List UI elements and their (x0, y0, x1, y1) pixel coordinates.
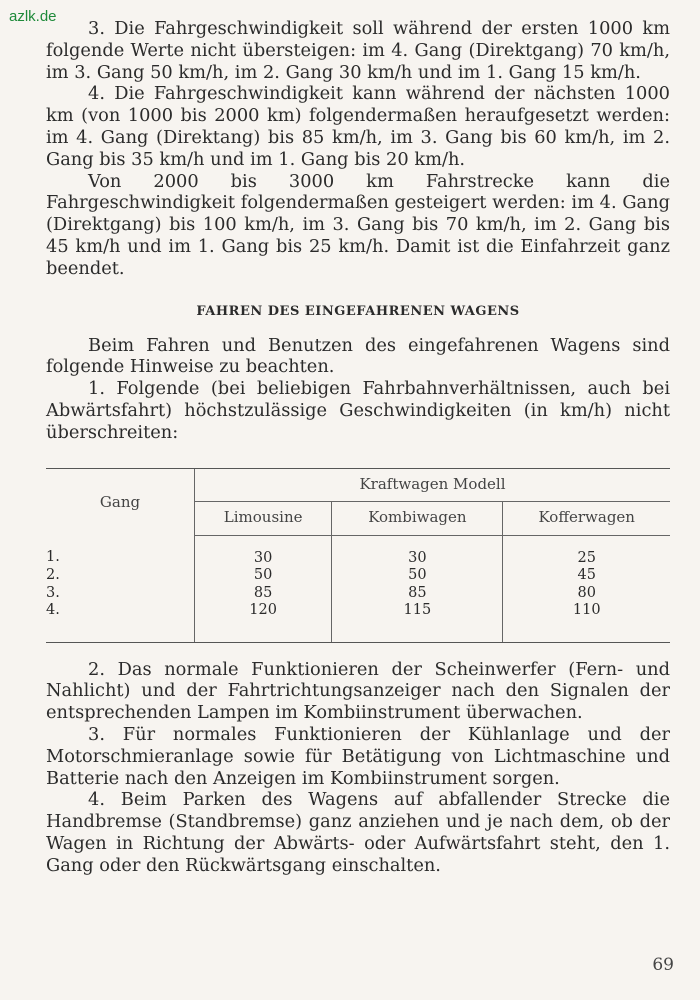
paragraph: Beim Fahren und Benutzen des eingefahrenen Wagens sind folgende Hinweise zu beachten. (46, 334, 670, 378)
document-page (46, 18, 670, 877)
paragraph: 2. Das normale Funktionieren der Scheinwerfer (Fern- und Nahlicht) und der Fahrtrichtungsanzeiger nach den Signalen der entsprechenden Lampen im Kombiinstrument überwachen. (46, 658, 670, 724)
gang-cell: 3. (46, 585, 195, 603)
value-cell: 115 (332, 602, 503, 642)
gang-cell: 1. (46, 535, 195, 567)
paragraph: 3. Die Fahrgeschwindigkeit soll während der ersten 1000 km folgende Werte nicht übersteigen: im 4. Gang (Direktgang) 70 km/h, im 3. Gang 50 km/h, im 2. Gang 30 km/h und im 1. Gang 15 km/h. (46, 18, 670, 83)
table-header-model: Kraftwagen Modell (195, 469, 671, 502)
page-number: 69 (652, 955, 674, 975)
value-cell: 30 (195, 535, 332, 567)
value-cell: 50 (195, 567, 332, 585)
value-cell: 80 (577, 584, 596, 601)
value-cell: 25 (577, 549, 596, 566)
paragraph: 3. Für normales Funktionieren der Kühlanlage und der Motorschmieranlage sowie für Betätigung von Lichtmaschine und Batterie nach den Anzeigen im Kombiinstrument sorgen. (46, 723, 670, 789)
paragraph: 4. Die Fahrgeschwindigkeit kann während der nächsten 1000 km (von 1000 bis 2000 km) folgendermaßen heraufgesetzt werden: im 4. Gang (Direktang) bis 85 km/h, im 3. Gang bis 60 km/h, im 2. Gang bis 35 km/h und im 1. Gang bis 20 km/h. (46, 83, 670, 170)
value-cell: 50 (332, 567, 503, 585)
table-row (46, 585, 670, 603)
table-row (46, 535, 670, 567)
value-cell: 85 (195, 585, 332, 603)
value-cell: 110 (572, 602, 601, 619)
paragraph: 4. Beim Parken des Wagens auf abfallender Strecke die Handbremse (Standbremse) ganz anziehen und je nach dem, ob der Wagen in Richtung der Abwärts- oder Aufwärtsfahrt steht, den 1. Gang oder den Rückwärtsgang einschalten. (46, 789, 670, 876)
column-header: Kofferwagen (503, 501, 670, 535)
table-header-gang: Gang (46, 469, 195, 536)
gang-cell: 2. (46, 567, 195, 585)
table-row (46, 602, 670, 642)
watermark: azlk.de (9, 8, 57, 25)
paragraph: Von 2000 bis 3000 km Fahrstrecke kann die Fahrgeschwindigkeit folgendermaßen gesteigert werden: im 4. Gang (Direktgang) bis 100 km/h, im 3. Gang bis 70 km/h, im 2. Gang bis 45 km/h und im 1. Gang bis 25 km/h. Damit ist die Einfahrzeit ganz beendet. (46, 170, 670, 279)
value-cell: 85 (332, 585, 503, 603)
section-heading: FAHREN DES EINGEFAHRENEN WAGENS (196, 303, 520, 319)
table-row (46, 567, 670, 585)
value-cell: 120 (195, 602, 332, 642)
speed-table (46, 468, 670, 643)
column-header: Kombiwagen (332, 501, 503, 535)
column-header: Limousine (195, 501, 332, 535)
value-cell: 30 (332, 535, 503, 567)
gang-cell: 4. (46, 602, 195, 642)
value-cell: 45 (577, 567, 596, 584)
paragraph: 1. Folgende (bei beliebigen Fahrbahnverhältnissen, auch bei Abwärtsfahrt) höchstzulässige Geschwindigkeiten (in km/h) nicht überschreiten: (46, 378, 670, 443)
